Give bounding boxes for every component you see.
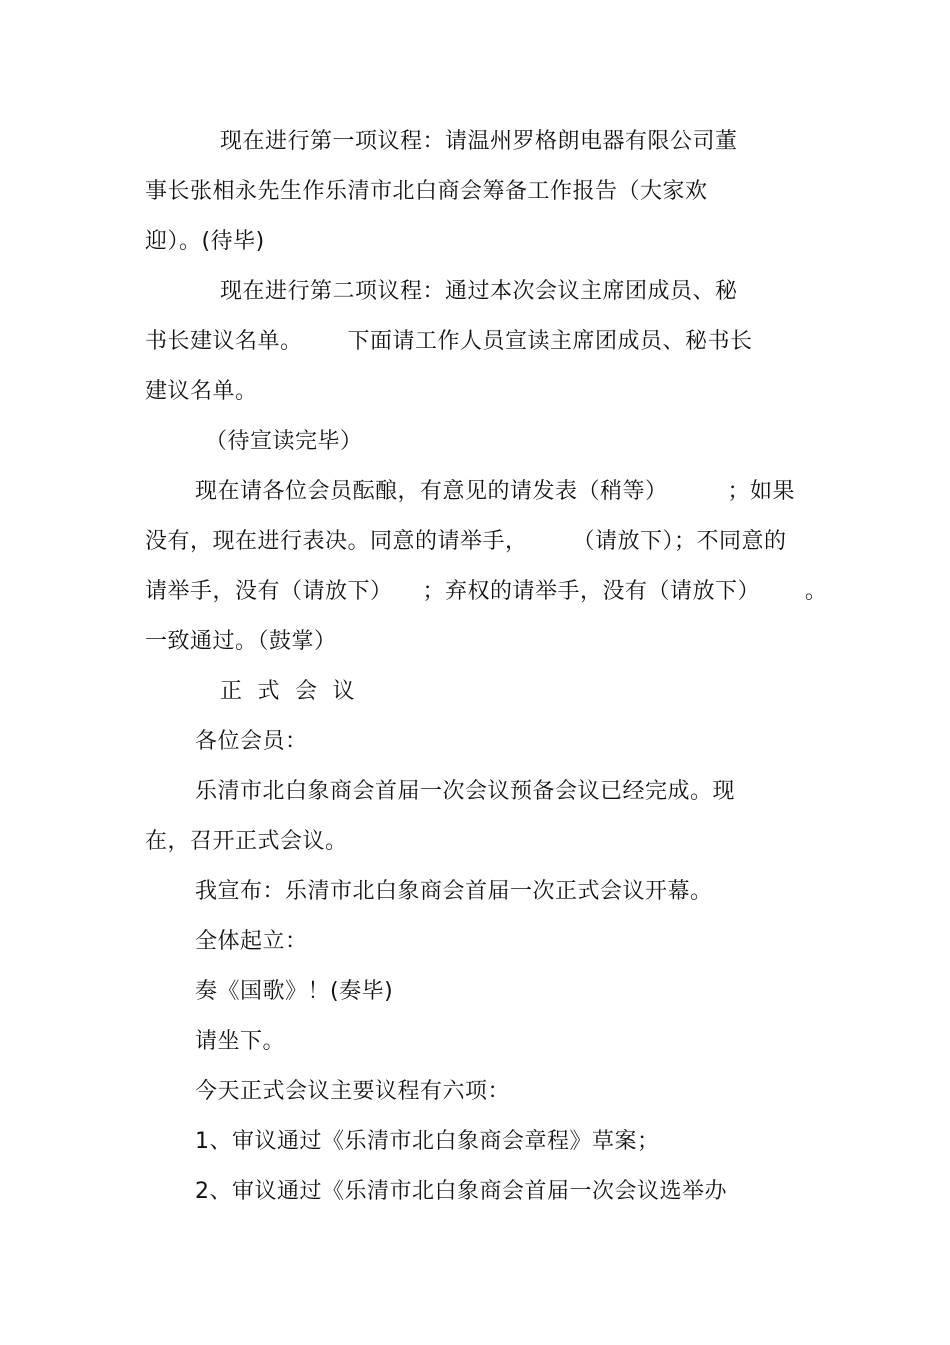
opening-paragraph-line-2: 在，召开正式会议。	[145, 829, 348, 854]
reading-note: （待宣读完毕）	[205, 429, 363, 454]
anthem-line: 奏《国歌》！(奏毕)	[195, 979, 394, 1004]
vote-paragraph-line-1: 现在请各位会员酝酿，有意见的请发表（稍等） ；如果	[195, 479, 795, 504]
agenda-list-item-1: 1、审议通过《乐清市北白象商会章程》草案；	[195, 1129, 660, 1154]
declaration-line: 我宣布：乐清市北白象商会首届一次正式会议开幕。	[195, 879, 713, 904]
salutation: 各位会员：	[195, 729, 308, 754]
agenda-item-2-line-2: 书长建议名单。 下面请工作人员宣读主席团成员、秘书长	[145, 329, 753, 354]
opening-paragraph-line-1: 乐清市北白象商会首届一次会议预备会议已经完成。现	[195, 779, 736, 804]
agenda-list-item-2: 2、审议通过《乐清市北白象商会首届一次会议选举办	[195, 1179, 727, 1204]
sit-down-line: 请坐下。	[195, 1029, 286, 1054]
vote-paragraph-line-3: 请举手，没有（请放下） ；弃权的请举手，没有（请放下） 。	[145, 579, 828, 604]
stand-up-line: 全体起立：	[195, 929, 308, 954]
section-heading: 正 式 会 议	[220, 679, 355, 704]
agenda-item-1-line-1: 现在进行第一项议程：请温州罗格朗电器有限公司董	[220, 129, 738, 154]
agenda-item-1-line-2: 事长张相永先生作乐清市北白商会筹备工作报告（大家欢	[145, 179, 708, 204]
agenda-intro-line: 今天正式会议主要议程有六项：	[195, 1079, 511, 1104]
vote-paragraph-line-4: 一致通过。（鼓掌）	[145, 629, 337, 654]
agenda-item-2-line-1: 现在进行第二项议程：通过本次会议主席团成员、秘	[220, 279, 738, 304]
vote-paragraph-line-2: 没有，现在进行表决。同意的请举手， （请放下）；不同意的	[145, 529, 787, 554]
agenda-item-2-line-3: 建议名单。	[145, 379, 258, 404]
agenda-item-1-line-3: 迎）。(待毕)	[145, 229, 265, 254]
